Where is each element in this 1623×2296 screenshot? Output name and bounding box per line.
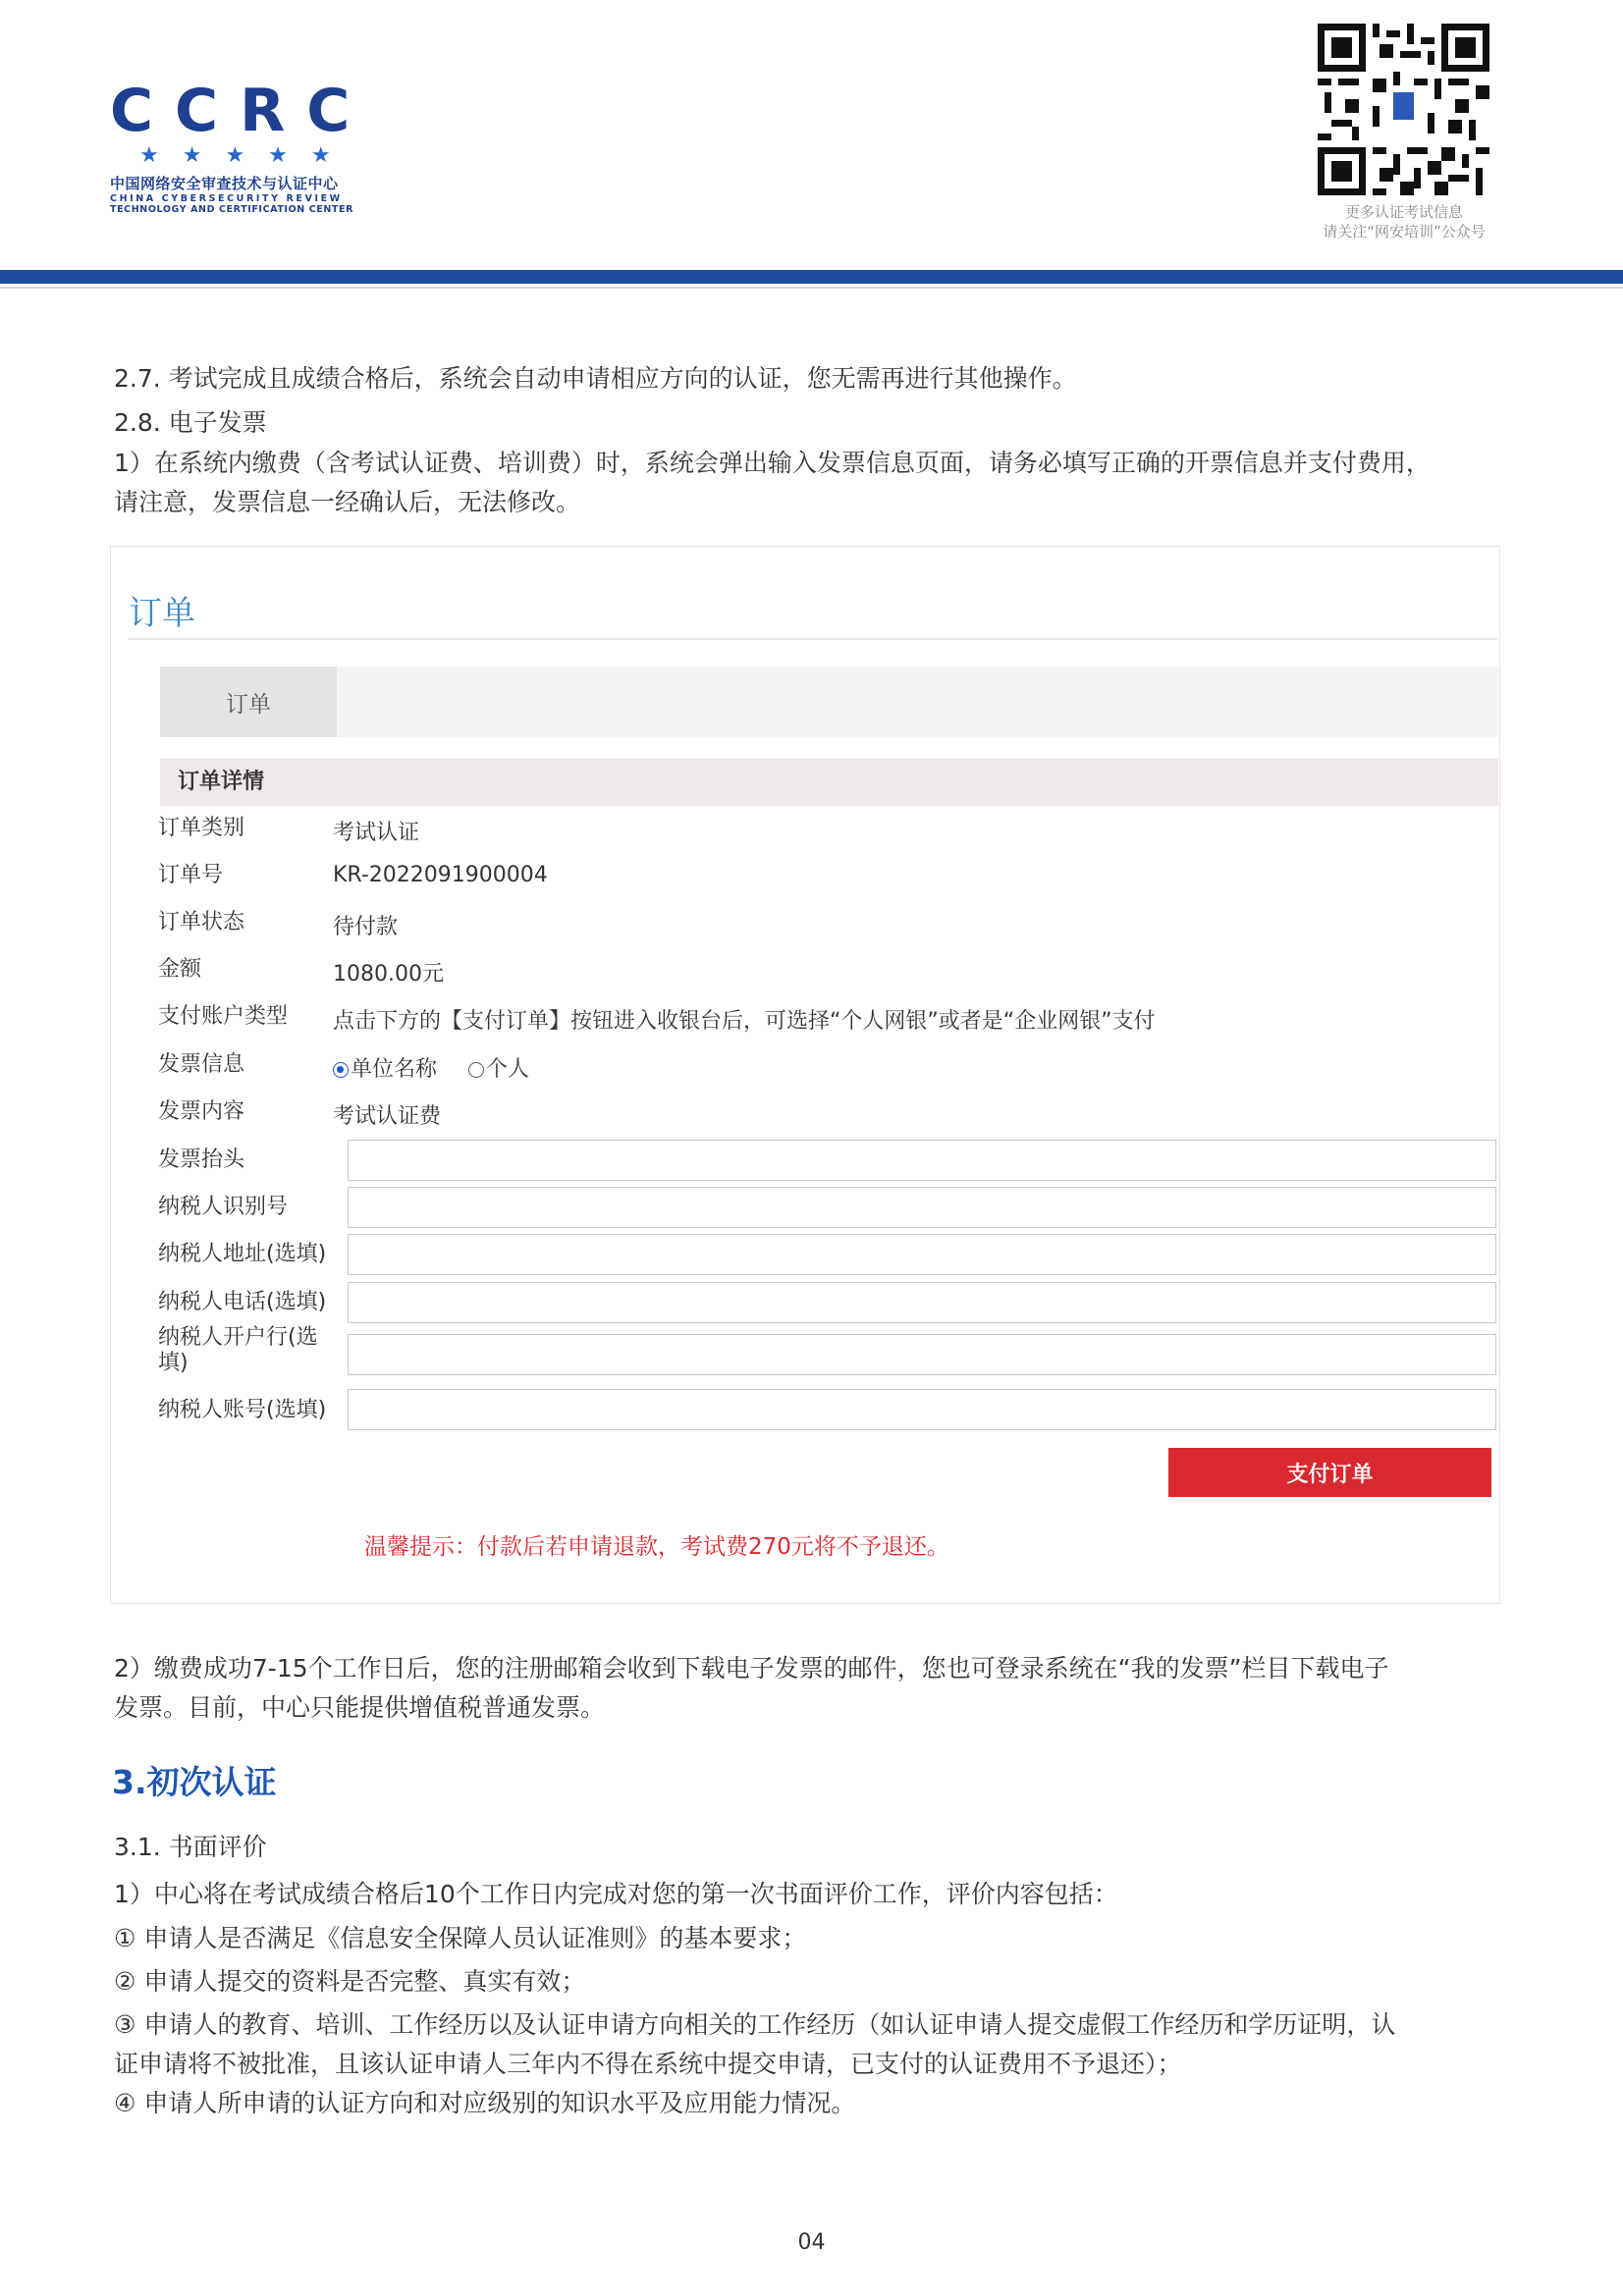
header-rule [0, 270, 1623, 284]
order-status-label: 订单状态 [158, 910, 245, 934]
invoice-info-label: 发票信息 [158, 1052, 245, 1077]
order-number-value: KR-2022091900004 [333, 863, 548, 887]
paragraph-2-7: 2.7. 考试完成且成绩合格后，系统会自动申请相应方向的认证，您无需再进行其他操作。 [114, 364, 1077, 393]
invoice-type-radio-group [333, 1052, 529, 1083]
ccrc-logo [110, 77, 372, 215]
radio-personal[interactable] [468, 1062, 484, 1078]
taxpayer-bank-label: 纳税人开户行(选填) [158, 1325, 318, 1375]
radio-company-label: 单位名称 [351, 1057, 438, 1082]
qr-code-icon [1318, 24, 1489, 195]
list-item-2: ② 申请人提交的资料是否完整、真实有效； [114, 1967, 586, 1996]
panel-title-rule [129, 638, 1497, 640]
invoice-content-label: 发票内容 [158, 1099, 245, 1124]
taxpayer-phone-label: 纳税人电话(选填) [158, 1290, 327, 1314]
paragraph-2-8-1b: 请注意，发票信息一经确认后，无法修改。 [114, 488, 581, 516]
order-tab-bar [337, 667, 1498, 737]
taxpayer-phone-input[interactable] [348, 1282, 1496, 1323]
panel-title: 订单 [129, 594, 195, 633]
logo-english-line2: TECHNOLOGY AND CERTIFICATION CENTER [110, 204, 354, 215]
logo-stars: ★★★★★ [139, 143, 354, 168]
paragraph-3-1: 3.1. 书面评价 [114, 1833, 267, 1861]
page-number: 04 [797, 2230, 826, 2255]
invoice-title-label: 发票抬头 [158, 1148, 245, 1172]
list-item-3b: 证申请将不被批准，且该认证申请人三年内不得在系统中提交申请，已支付的认证费用不予退还）； [114, 2050, 1182, 2078]
list-item-4: ④ 申请人所申请的认证方向和对应级别的知识水平及应用能力情况。 [114, 2089, 856, 2117]
order-category-value: 考试认证 [333, 821, 420, 845]
taxpayer-id-input[interactable] [348, 1187, 1496, 1228]
taxpayer-account-label: 纳税人账号(选填) [158, 1398, 327, 1422]
paragraph-2-8-2b: 发票。目前，中心只能提供增值税普通发票。 [114, 1693, 606, 1722]
order-category-label: 订单类别 [158, 816, 245, 840]
list-item-3a: ③ 申请人的教育、培训、工作经历以及认证申请方向相关的工作经历（如认证申请人提交虚假工作经历和学历证明，认 [114, 2010, 1396, 2039]
taxpayer-account-input[interactable] [348, 1389, 1496, 1430]
refund-notice: 温馨提示：付款后若申请退款，考试费270元将不予退还。 [364, 1534, 949, 1560]
payment-account-type-value: 点击下方的【支付订单】按钮进入收银台后，可选择“个人网银”或者是“企业网银”支付 [333, 1009, 1156, 1034]
taxpayer-id-label: 纳税人识别号 [158, 1195, 289, 1219]
amount-label: 金额 [158, 957, 202, 982]
taxpayer-bank-input[interactable] [348, 1334, 1496, 1375]
paragraph-2-8: 2.8. 电子发票 [114, 408, 267, 437]
logo-chinese-name: 中国网络安全审查技术与认证中心 [110, 175, 339, 192]
logo-letters: CCRC [110, 77, 372, 145]
paragraph-3-1-1: 1）中心将在考试成绩合格后10个工作日内完成对您的第一次书面评价工作，评价内容包括： [114, 1880, 1118, 1908]
payment-account-type-label: 支付账户类型 [158, 1004, 289, 1029]
order-status-value: 待付款 [333, 915, 399, 939]
radio-personal-label: 个人 [486, 1057, 530, 1082]
order-panel [110, 546, 1500, 1604]
order-detail-heading: 订单详情 [160, 759, 1498, 806]
invoice-title-input[interactable] [348, 1140, 1496, 1181]
qr-caption [1276, 202, 1532, 241]
pay-order-button[interactable]: 支付订单 [1168, 1448, 1491, 1497]
paragraph-2-8-2a: 2）缴费成功7-15个工作日后，您的注册邮箱会收到下载电子发票的邮件，您也可登录系统在“我的发票”栏目下载电子 [114, 1654, 1389, 1682]
invoice-content-value: 考试认证费 [333, 1104, 442, 1129]
paragraph-2-8-1a: 1）在系统内缴费（含考试认证费、培训费）时，系统会弹出输入发票信息页面，请务必填写正确的开票信息并支付费用， [114, 449, 1431, 477]
section-3-heading: 3.初次认证 [112, 1763, 277, 1801]
list-item-1: ① 申请人是否满足《信息安全保障人员认证准则》的基本要求； [114, 1924, 807, 1952]
header-rule-thin [0, 287, 1623, 289]
qr-caption-line2: 请关注“网安培训”公众号 [1323, 223, 1486, 240]
radio-company[interactable] [333, 1062, 349, 1078]
qr-caption-line1: 更多认证考试信息 [1344, 203, 1463, 221]
taxpayer-address-input[interactable] [348, 1234, 1496, 1275]
logo-english-line1: CHINA CYBERSECURITY REVIEW [110, 193, 343, 204]
tab-order[interactable]: 订单 [160, 667, 337, 737]
taxpayer-address-label: 纳税人地址(选填) [158, 1242, 327, 1266]
order-number-label: 订单号 [158, 863, 224, 887]
amount-value: 1080.00元 [333, 962, 444, 987]
